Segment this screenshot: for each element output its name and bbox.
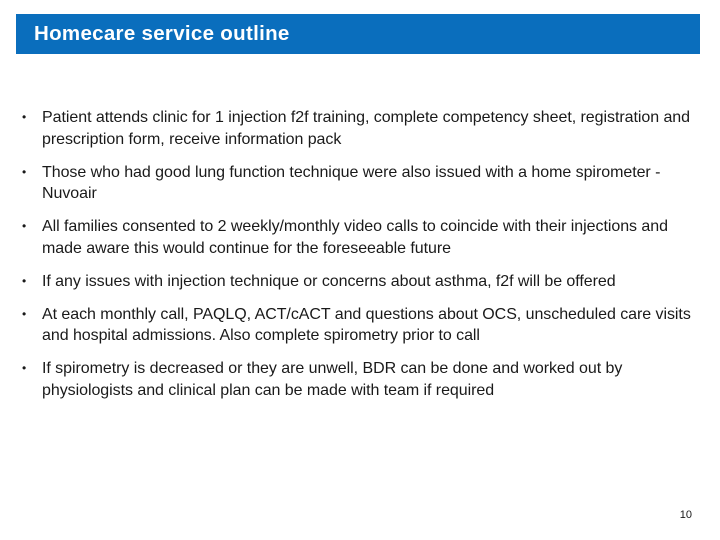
bullet-icon: • bbox=[22, 273, 27, 288]
bullet-text: All families consented to 2 weekly/monthly video calls to coincide with their injections and made aware this would continue for the foreseeable future bbox=[42, 218, 668, 257]
bullet-item bbox=[22, 271, 706, 293]
bullet-text: At each monthly call, PAQLQ, ACT/cACT and questions about OCS, unscheduled care visits and hospital admissions. Also complete spirometry prior to call bbox=[42, 305, 691, 344]
bullet-list bbox=[22, 107, 706, 413]
bullet-icon: • bbox=[22, 219, 27, 233]
bullet-icon: • bbox=[22, 361, 27, 375]
bullet-text: Patient attends clinic for 1 injection f2f training, complete competency sheet, registration and prescription form, receive information pack bbox=[42, 109, 691, 148]
bullet-icon: • bbox=[22, 164, 27, 179]
bullet-item bbox=[22, 162, 706, 205]
title-bar bbox=[16, 14, 700, 54]
bullet-icon: • bbox=[22, 306, 27, 321]
bullet-text: If spirometry is decreased or they are unwell, BDR can be done and worked out by physiologists and clinical plan can be made with team if required bbox=[42, 360, 623, 399]
bullet-item bbox=[22, 304, 706, 347]
bullet-item bbox=[22, 216, 706, 259]
bullet-text: Those who had good lung function technique were also issued with a home spirometer - Nuvoair bbox=[42, 163, 661, 202]
bullet-text: If any issues with injection technique or concerns about asthma, f2f will be offered bbox=[42, 272, 616, 290]
page-number: 10 bbox=[679, 509, 692, 521]
bullet-item bbox=[22, 358, 706, 401]
slide-title: Homecare service outline bbox=[34, 22, 290, 45]
bullet-icon: • bbox=[22, 110, 27, 124]
bullet-item bbox=[22, 107, 706, 150]
